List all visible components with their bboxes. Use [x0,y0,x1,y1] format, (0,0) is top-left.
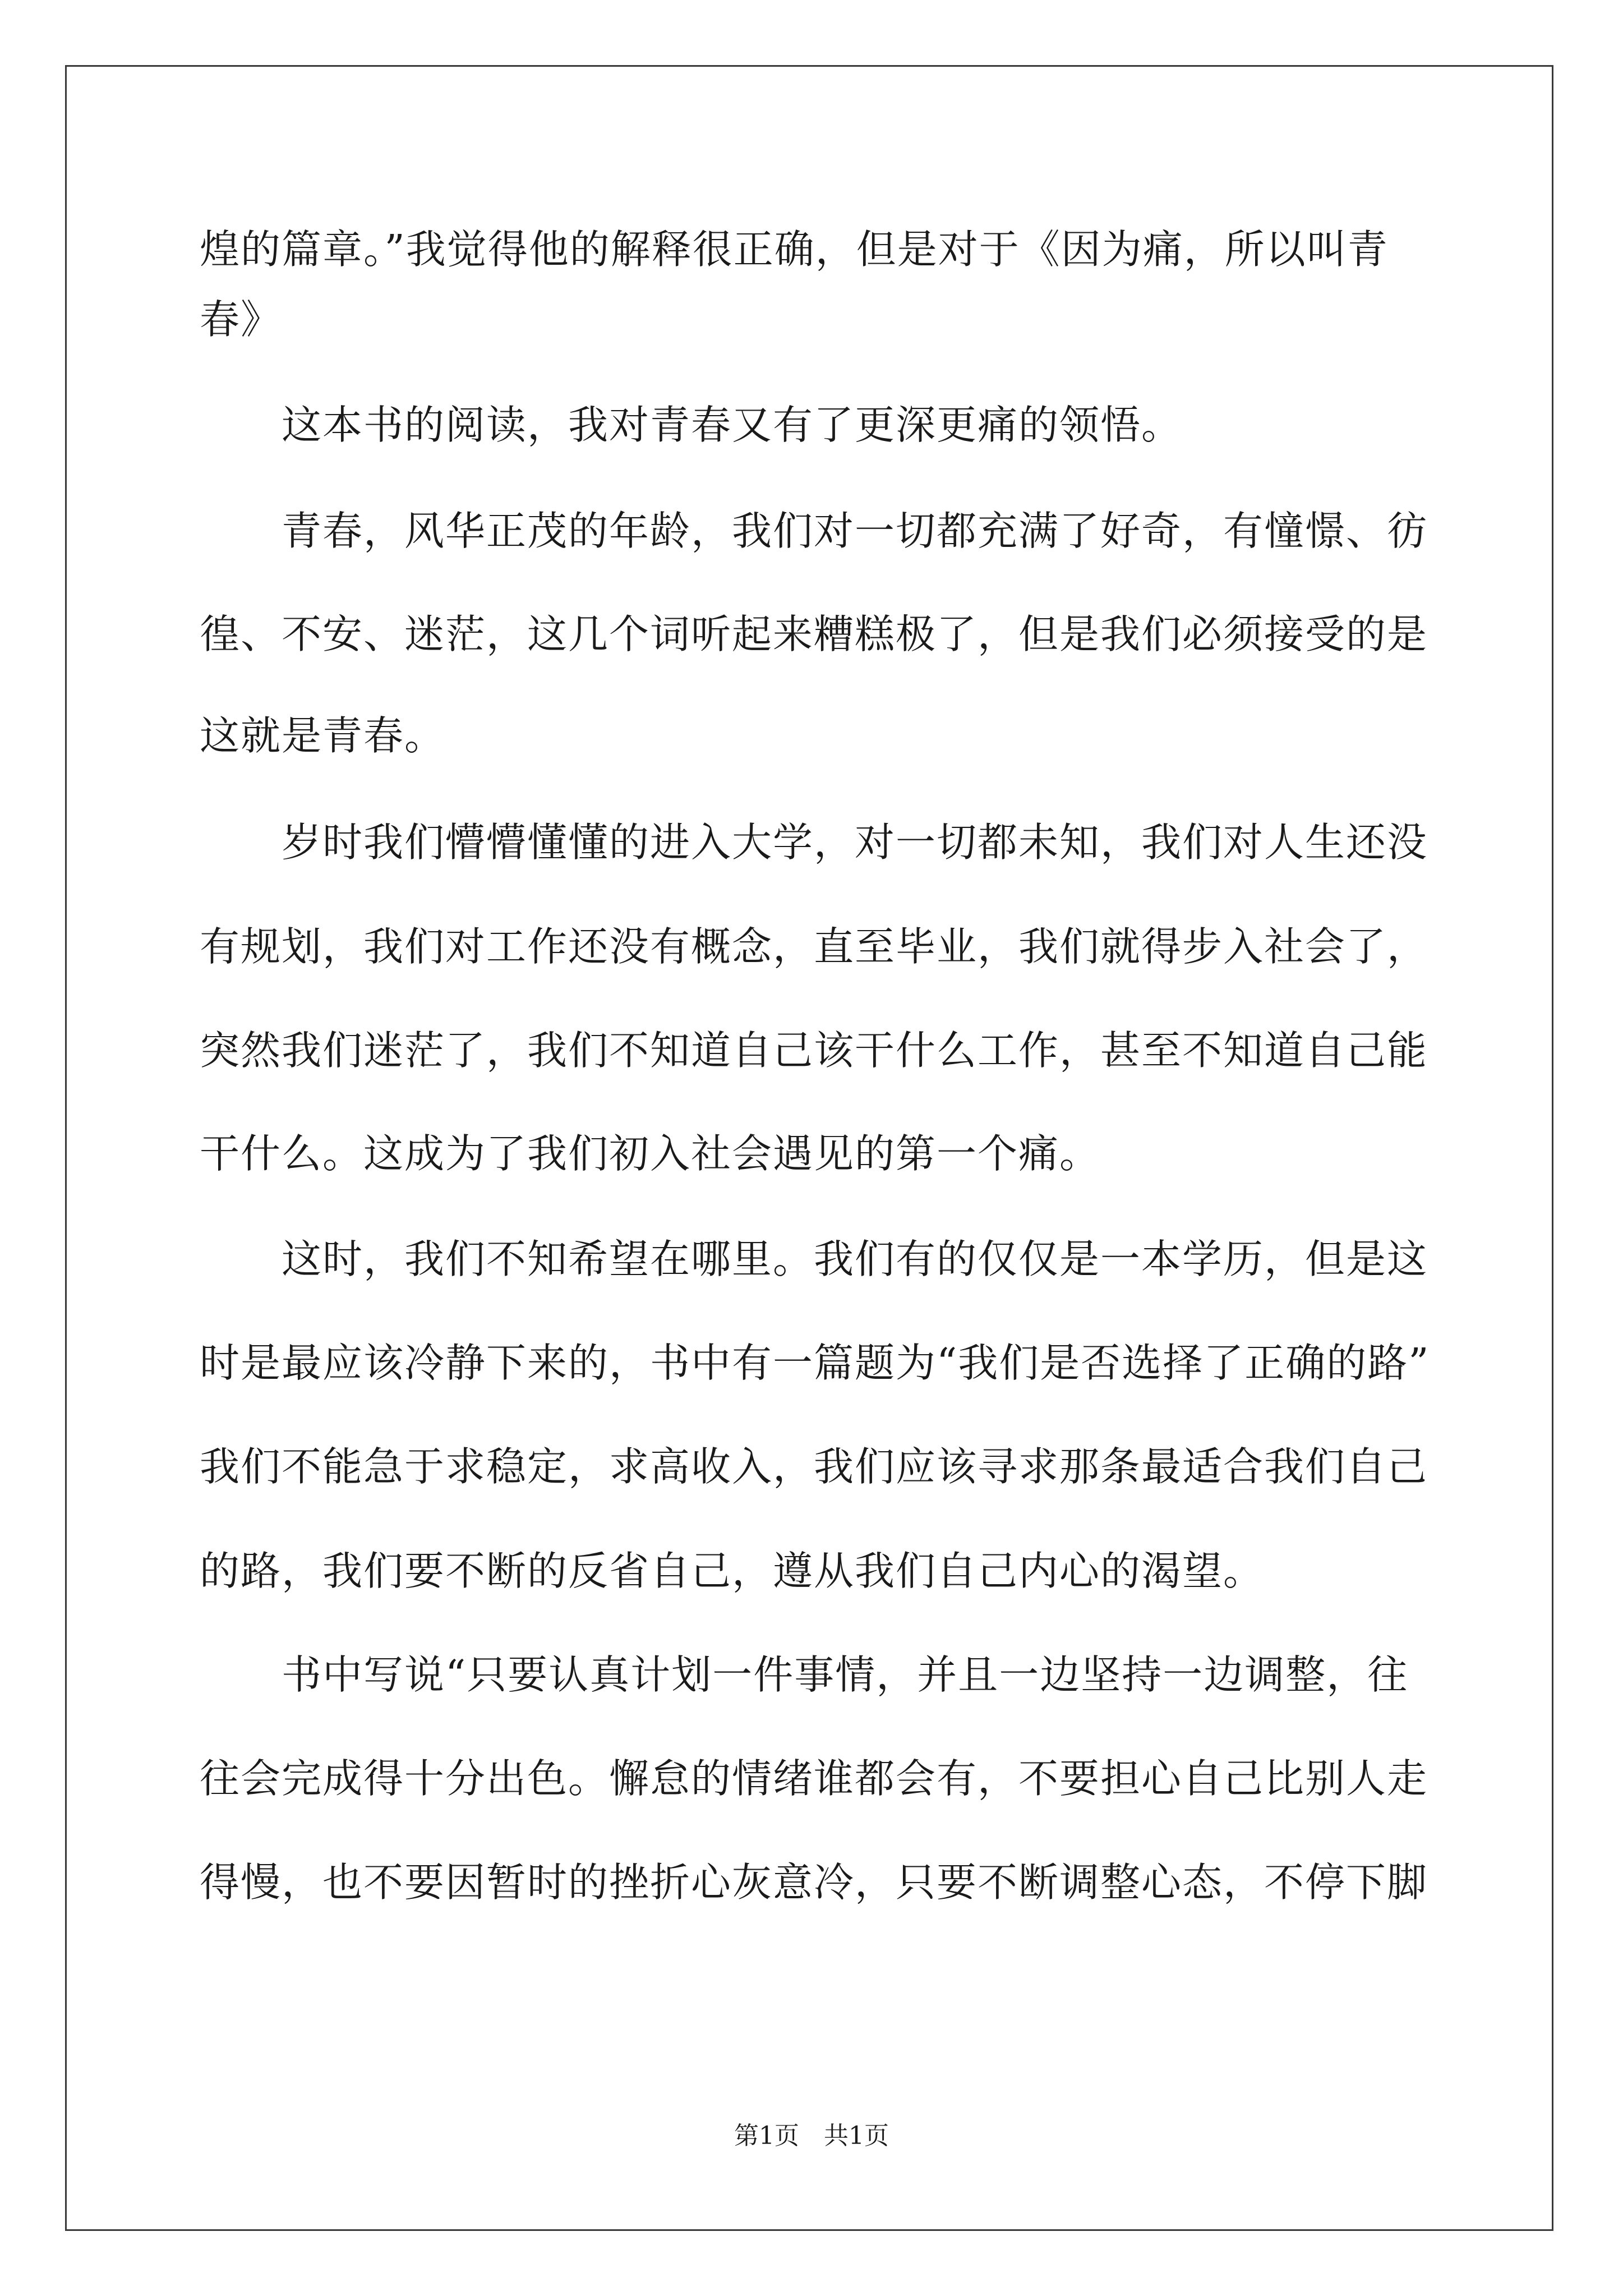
text-line-16: 往会完成得十分出色。懈怠的情绪谁都会有，不要担心自己比别人走 [200,1755,1428,1802]
text-line-7: 岁时我们懵懵懂懂的进入大学，对一切都未知，我们对人生还没 [200,819,1428,866]
text-line-5: 徨、不安、迷茫，这几个词听起来糟糕极了，但是我们必须接受的是 [200,611,1428,657]
text-line-10: 干什么。这成为了我们初入社会遇见的第一个痛。 [200,1130,1101,1177]
text-line-17: 得慢，也不要因暂时的挫折心灰意冷，只要不断调整心态，不停下脚 [200,1859,1428,1906]
text-line-15: 书中写说“只要认真计划一件事情，并且一边坚持一边调整，往 [200,1651,1409,1698]
text-line-12: 时是最应该冷静下来的，书中有一篇题为“我们是否选择了正确的路” [200,1340,1430,1386]
text-line-1: 煌的篇章。”我觉得他的解释很正确，但是对于《因为痛，所以叫青 [200,226,1389,273]
text-line-9: 突然我们迷茫了，我们不知道自己该干什么工作，甚至不知道自己能 [200,1027,1428,1074]
text-line-11: 这时，我们不知希望在哪里。我们有的仅仅是一本学历，但是这 [200,1236,1428,1282]
text-line-14: 的路，我们要不断的反省自己，遵从我们自己内心的渴望。 [200,1548,1265,1594]
text-line-6: 这就是青春。 [200,712,446,759]
text-line-3: 这本书的阅读，我对青春又有了更深更痛的领悟。 [200,402,1183,448]
text-line-8: 有规划，我们对工作还没有概念，直至毕业，我们就得步入社会了， [200,923,1428,970]
text-line-2: 春》 [200,296,282,343]
page-number-footer: 第1页 共1页 [734,2122,889,2150]
text-line-4: 青春，风华正茂的年龄，我们对一切都充满了好奇，有憧憬、彷 [200,508,1428,554]
text-line-13: 我们不能急于求稳定，求高收入，我们应该寻求那条最适合我们自己 [200,1443,1428,1490]
